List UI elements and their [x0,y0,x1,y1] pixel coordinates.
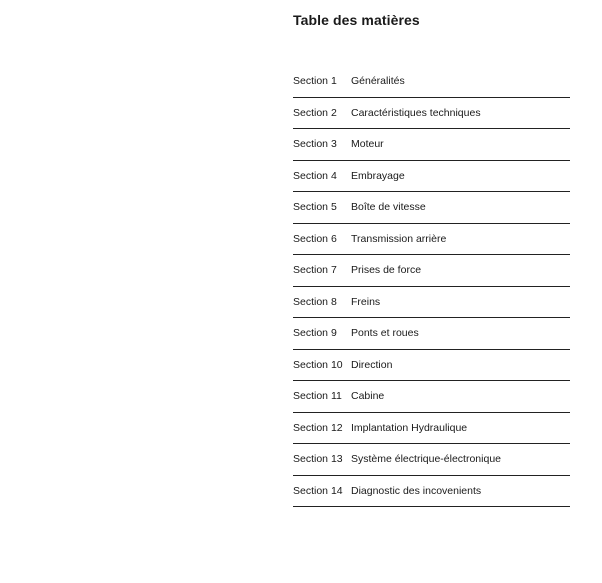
toc-section-number: Section 13 [293,453,343,466]
toc-section-number: Section 14 [293,484,343,497]
toc-section-number: Section 2 [293,106,337,119]
toc-entry [293,66,570,98]
toc-section-number: Section 9 [293,327,337,340]
toc-entry [293,98,570,130]
toc-section-number: Section 10 [293,358,343,371]
toc-section-title: Cabine [351,390,385,403]
toc-entry [293,350,570,382]
toc-section-number: Section 12 [293,421,343,434]
toc-entry [293,287,570,319]
toc-section-title: Direction [351,358,393,371]
toc-entry [293,129,570,161]
toc-entry [293,224,570,256]
toc-entry [293,444,570,476]
toc-section-number: Section 4 [293,169,337,182]
table-of-contents [293,66,570,507]
toc-entry [293,192,570,224]
toc-section-title: Boîte de vitesse [351,201,426,214]
toc-section-title: Transmission arrière [351,232,447,245]
toc-entry [293,381,570,413]
toc-section-title: Implantation Hydraulique [351,421,468,434]
toc-entry [293,255,570,287]
toc-section-title: Caractéristiques techniques [351,106,481,119]
toc-section-title: Prises de force [351,264,422,277]
toc-section-number: Section 8 [293,295,337,308]
toc-section-number: Section 7 [293,264,337,277]
toc-section-number: Section 6 [293,232,337,245]
toc-section-number: Section 1 [293,75,337,88]
toc-section-number: Section 5 [293,201,337,214]
toc-entry [293,161,570,193]
toc-section-title: Diagnostic des incovenients [351,484,482,497]
toc-section-number: Section 11 [293,390,342,403]
toc-entry [293,413,570,445]
page-title: Table des matières [293,12,420,28]
toc-section-title: Moteur [351,138,384,151]
toc-section-title: Système électrique-électronique [351,453,501,466]
toc-entry [293,476,570,508]
toc-section-number: Section 3 [293,138,337,151]
toc-section-title: Ponts et roues [351,327,419,340]
toc-section-title: Embrayage [351,169,405,182]
toc-section-title: Freins [351,295,381,308]
toc-entry [293,318,570,350]
toc-section-title: Généralités [351,75,405,88]
